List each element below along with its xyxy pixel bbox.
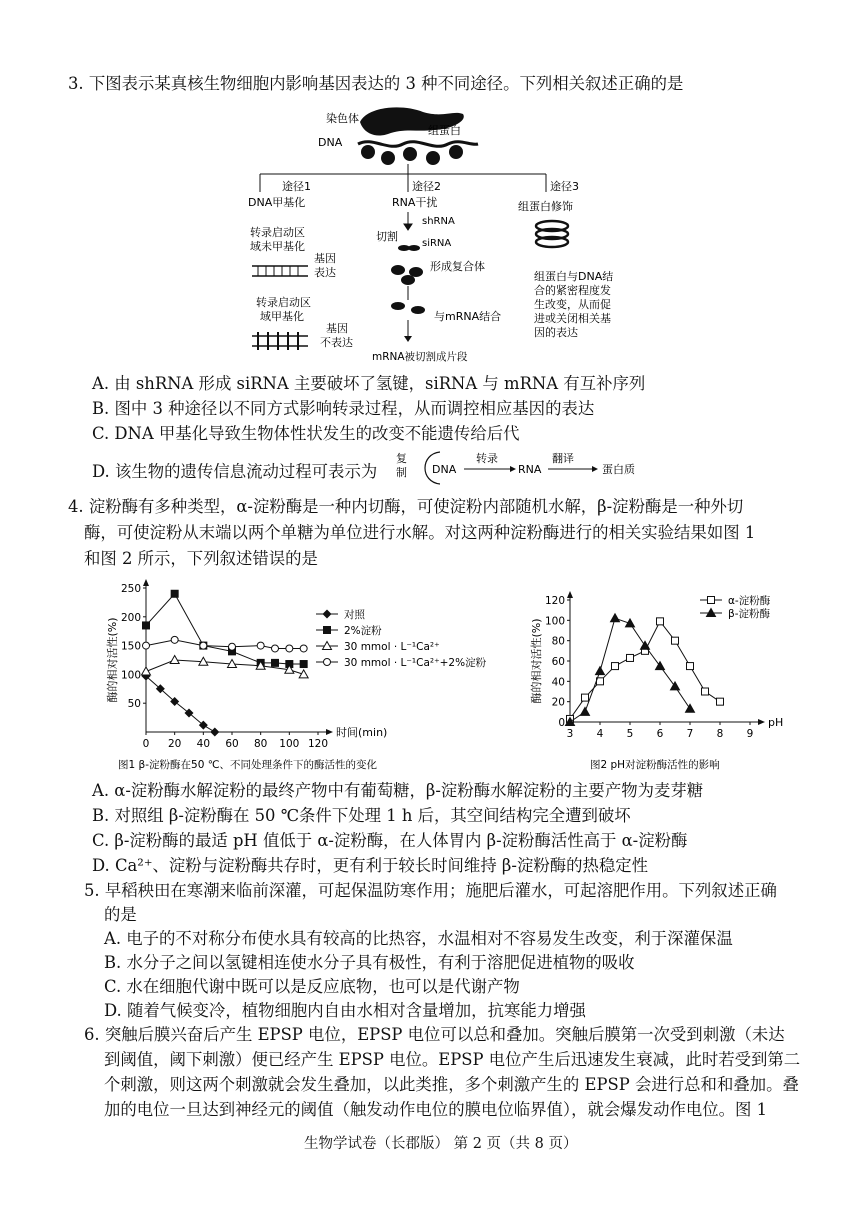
path1-sub: DNA甲基化 — [248, 196, 306, 209]
chart-caption: 图2 pH对淀粉酶活性的影响 — [590, 759, 720, 771]
legend-marker — [708, 597, 715, 604]
path1-a1: 转录启动区 — [250, 226, 305, 239]
path2-sub: RNA干扰 — [392, 196, 438, 209]
y-tick-label: 250 — [120, 583, 141, 595]
q5-option-a: A. 电子的不对称分布使水具有较高的比热容，水温相对不容易发生改变，利于深灌保温 — [104, 929, 733, 948]
data-point — [627, 654, 634, 661]
cleave-label: mRNA被切割成片段 — [372, 351, 468, 363]
data-point — [581, 707, 590, 715]
data-point — [210, 728, 219, 737]
legend-label: 2%淀粉 — [344, 625, 382, 637]
chart-enzyme-activity-ph — [530, 584, 800, 774]
path3-t4: 进或关闭相关基 — [534, 312, 611, 325]
q5-option-c: C. 水在细胞代谢中既可以是反应底物，也可以是代谢产物 — [104, 977, 520, 996]
y-tick-label: 100 — [120, 669, 141, 682]
q4-option-a: A. α-淀粉酶水解淀粉的最终产物中有葡萄糖，β-淀粉酶水解淀粉的主要产物为麦芽糖 — [92, 781, 704, 800]
data-point — [717, 698, 724, 705]
path3-t2: 合的紧密程度发 — [534, 284, 611, 297]
x-tick-label: 40 — [196, 738, 211, 750]
y-tick-label: 20 — [551, 696, 565, 709]
q5-line2: 的是 — [104, 905, 137, 924]
y-tick-label: 100 — [544, 615, 565, 628]
x-tick-label: 4 — [596, 728, 604, 740]
nucleosome-icon — [536, 221, 568, 247]
data-point — [257, 642, 264, 649]
path2-title: 途径2 — [412, 180, 441, 193]
data-point — [300, 661, 307, 668]
data-point — [229, 643, 236, 650]
path1-c1: 转录启动区 — [256, 296, 311, 309]
data-point — [671, 682, 680, 690]
data-point — [672, 637, 679, 644]
q6-line3: 个刺激，则这两个刺激就会发生叠加，以此类推，多个刺激产生的 EPSP 会进行总和和叠加。叠 — [104, 1075, 799, 1094]
data-point — [686, 704, 695, 712]
q3-option-d: D. 该生物的遗传信息流动过程可表示为 — [92, 462, 378, 481]
x-axis-label: 时间(min) — [336, 726, 388, 739]
q3-option-a: A. 由 shRNA 形成 siRNA 主要破坏了氢键，siRNA 与 mRNA 有互补序列 — [92, 374, 646, 393]
data-point — [272, 659, 279, 666]
x-tick-label: 120 — [307, 738, 329, 750]
series-line — [570, 618, 690, 722]
path1-a2: 域未甲基化 — [250, 240, 305, 253]
data-point — [687, 663, 694, 670]
legend-label: β-淀粉酶 — [728, 608, 770, 620]
legend-label: 30 mmol · L⁻¹Ca²⁺ — [344, 641, 440, 653]
q3-option-b: B. 图中 3 种途径以不同方式影响转录过程，从而调控相应基因的表达 — [92, 399, 595, 418]
q3-stem: 3. 下图表示某真核生物细胞内影响基因表达的 3 种不同途径。下列相关叙述正确的是 — [68, 74, 684, 93]
replication-label-2: 制 — [396, 466, 407, 479]
data-point — [657, 618, 664, 625]
data-point — [626, 619, 635, 627]
q5-option-d: D. 随着气候变冷，植物细胞内自由水相对含量增加，抗寒能力增强 — [104, 1001, 586, 1020]
transcription-label: 转录 — [476, 452, 498, 465]
replication-label-1: 复 — [396, 452, 407, 465]
x-tick-label: 6 — [656, 728, 664, 740]
x-tick-label: 9 — [746, 728, 754, 740]
y-axis-arrow — [143, 579, 149, 586]
series-line — [570, 621, 720, 719]
data-point — [611, 614, 620, 622]
path3-sub: 组蛋白修饰 — [518, 200, 573, 213]
bind-label: 与mRNA结合 — [434, 310, 502, 323]
series-line — [146, 660, 304, 674]
dna-strand — [358, 142, 478, 147]
data-point — [171, 636, 178, 643]
path1-d1: 基因 — [326, 322, 348, 335]
x-tick-label: 8 — [716, 728, 724, 740]
gene-expression-diagram — [238, 100, 618, 366]
path1-d2: 不表达 — [320, 336, 353, 349]
path1-b1: 基因 — [314, 252, 336, 265]
complex-label: 形成复合体 — [430, 260, 485, 273]
legend-label: 对照 — [344, 609, 365, 621]
q4-option-d: D. Ca²⁺、淀粉与淀粉酶共存时，更有利于较长时间维持 β-淀粉酶的热稳定性 — [92, 856, 649, 875]
page-footer: 生物学试卷（长郡版） 第 2 页（共 8 页） — [304, 1136, 578, 1152]
q6-line4: 加的电位一旦达到神经元的阈值（触发动作电位的膜电位临界值），就会爆发动作电位。图 1 — [104, 1100, 768, 1119]
y-tick-label: 60 — [551, 656, 565, 668]
legend-label: α-淀粉酶 — [728, 595, 771, 607]
path3-title: 途径3 — [550, 180, 579, 193]
x-axis-arrow — [326, 729, 333, 735]
chart-caption: 图1 β-淀粉酶在50 ℃、不同处理条件下的酶活性的变化 — [118, 759, 377, 771]
sirna-label: siRNA — [422, 238, 452, 249]
histone-label: 组蛋白 — [428, 124, 461, 137]
legend-marker — [324, 627, 331, 634]
data-point — [200, 642, 207, 649]
path1-b2: 表达 — [314, 266, 336, 279]
legend-label: 30 mmol · L⁻¹Ca²⁺+2%淀粉 — [344, 657, 487, 669]
data-point — [582, 694, 589, 701]
dna-node: DNA — [432, 463, 457, 476]
y-tick-label: 40 — [551, 676, 565, 689]
rna-node: RNA — [518, 463, 542, 476]
y-tick-label: 0 — [558, 717, 565, 729]
data-point — [702, 688, 709, 695]
y-tick-label: 150 — [120, 640, 141, 653]
legend-marker — [323, 610, 332, 619]
data-point — [300, 645, 307, 652]
chart-enzyme-activity-time — [88, 578, 528, 774]
q4-option-b: B. 对照组 β-淀粉酶在 50 ℃条件下处理 1 h 后，其空间结构完全遭到破坏 — [92, 806, 631, 825]
y-axis-arrow — [567, 591, 573, 598]
data-point — [143, 642, 150, 649]
data-point — [170, 656, 179, 664]
q6-line1: 6. 突触后膜兴奋后产生 EPSP 电位，EPSP 电位可以总和叠加。突触后膜第一次受到刺激（未达 — [84, 1025, 785, 1044]
path3-t3: 生改变，从而促 — [534, 298, 611, 311]
x-tick-label: 80 — [253, 738, 268, 750]
q5-line1: 5. 早稻秧田在寒潮来临前深灌，可起保温防寒作用；施肥后灌水，可起溶肥作用。下列叙述正确 — [84, 881, 777, 900]
data-point — [142, 667, 151, 675]
y-axis-label: 酶的相对活性(%) — [530, 618, 543, 704]
methylated-dna-icon — [252, 332, 308, 350]
path3-t5: 因的表达 — [534, 326, 578, 339]
central-dogma-diagram — [392, 446, 682, 490]
q4-line1: 4. 淀粉酶有多种类型，α-淀粉酶是一种内切酶，可使淀粉内部随机水解，β-淀粉酶是一种外切 — [68, 497, 744, 516]
x-axis-arrow — [758, 719, 765, 725]
legend-marker — [324, 659, 331, 666]
unmethylated-dna-icon — [252, 266, 308, 276]
path3-t1: 组蛋白与DNA结 — [534, 270, 614, 283]
data-point — [286, 645, 293, 652]
y-tick-label: 50 — [127, 698, 141, 711]
chromosome-label: 染色体 — [326, 112, 359, 125]
x-tick-label: 20 — [167, 738, 182, 750]
x-tick-label: 5 — [626, 728, 634, 740]
data-point — [272, 645, 279, 652]
data-point — [656, 662, 665, 670]
x-tick-label: 7 — [686, 728, 694, 740]
x-tick-label: 100 — [279, 738, 300, 750]
x-tick-label: 60 — [225, 738, 239, 750]
data-point — [171, 590, 178, 597]
x-axis-label: pH — [768, 716, 784, 729]
q3-option-c: C. DNA 甲基化导致生物体性状发生的改变不能遗传给后代 — [92, 424, 520, 443]
shrna-label: shRNA — [422, 216, 455, 227]
series-line — [146, 594, 304, 664]
dna-label: DNA — [318, 136, 343, 149]
y-tick-label: 120 — [544, 595, 565, 607]
path1-title: 途径1 — [282, 180, 311, 193]
q4-option-c: C. β-淀粉酶的最适 pH 值低于 α-淀粉酶，在人体胃内 β-淀粉酶活性高于 α-淀粉酶 — [92, 831, 688, 850]
series-line — [146, 640, 304, 649]
cut-label: 切割 — [376, 230, 398, 243]
q4-line3: 和图 2 所示，下列叙述错误的是 — [84, 549, 318, 568]
path1-c2: 域甲基化 — [260, 310, 304, 323]
data-point — [596, 667, 605, 675]
q5-option-b: B. 水分子之间以氢键相连使水分子具有极性，有利于溶肥促进植物的吸收 — [104, 953, 635, 972]
x-tick-label: 3 — [566, 728, 574, 740]
y-axis-label: 酶的相对活性(%) — [106, 617, 119, 703]
data-point — [143, 622, 150, 629]
histone-beads — [361, 145, 463, 165]
y-tick-label: 200 — [120, 611, 141, 624]
x-tick-label: 0 — [142, 738, 150, 750]
translation-label: 翻译 — [552, 452, 574, 465]
data-point — [612, 663, 619, 670]
protein-node: 蛋白质 — [602, 463, 635, 476]
q6-line2: 到阈值，阈下刺激）便已经产生 EPSP 电位。EPSP 电位产生后迅速发生衰减，此时若受到第二 — [104, 1050, 801, 1069]
q4-line2: 酶，可使淀粉从末端以两个单糖为单位进行水解。对这两种淀粉酶进行的相关实验结果如图 1 — [84, 523, 756, 542]
y-tick-label: 80 — [551, 635, 565, 648]
